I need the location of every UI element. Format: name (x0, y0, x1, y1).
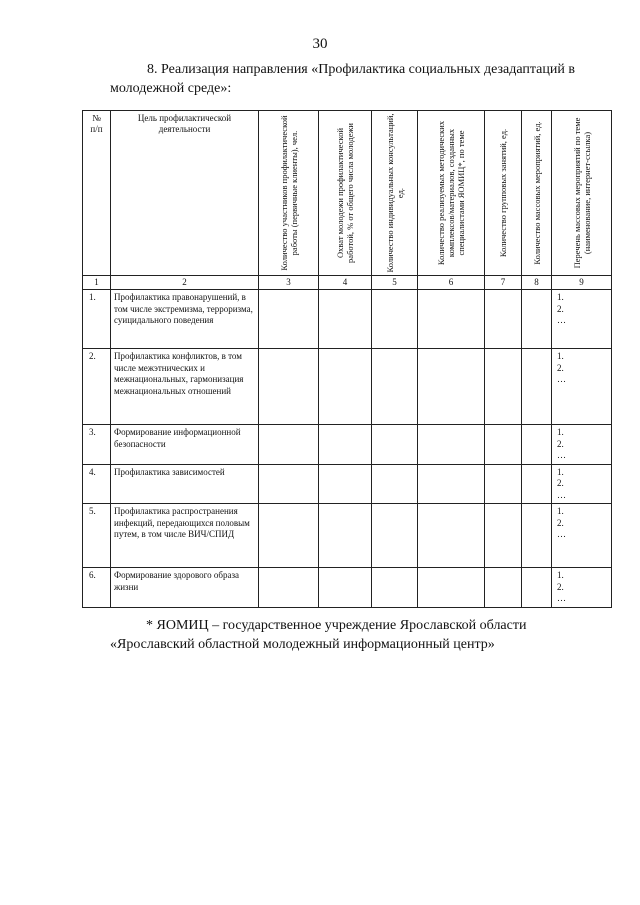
header-cell-consultations (372, 111, 418, 276)
row-goal: Профилактика зависимостей (111, 464, 259, 504)
data-cell (319, 425, 372, 465)
table-row (83, 464, 612, 504)
data-cell (319, 568, 372, 608)
header-label: Охват молодежи профилактической работой, % от общего числа молодежи (335, 123, 355, 263)
data-cell (485, 349, 522, 425)
table-row (83, 568, 612, 608)
data-cell (319, 290, 372, 349)
header-row (83, 111, 612, 276)
events-list (552, 349, 612, 425)
list-item: 2. (557, 438, 564, 449)
header-cell-participants (259, 111, 319, 276)
list-item: 2. (557, 517, 564, 528)
row-goal: Формирование информационной безопасности (111, 425, 259, 465)
column-number: 7 (485, 276, 522, 290)
row-goal: Профилактика распространения инфекций, передающихся половым путем, в том числе ВИЧ/СПИД (111, 504, 259, 568)
data-cell (418, 290, 485, 349)
column-number: 5 (372, 276, 418, 290)
header-cell-method-complexes (418, 111, 485, 276)
column-number: 3 (259, 276, 319, 290)
list-item: 2. (557, 362, 564, 373)
list-item: … (557, 529, 566, 539)
column-number: 8 (522, 276, 552, 290)
list-item: 2. (557, 478, 564, 488)
header-label: Количество групповых занятий, ед. (498, 128, 508, 258)
table-row (83, 349, 612, 425)
row-number: 3. (83, 425, 111, 465)
table-row (83, 290, 612, 349)
data-cell (372, 464, 418, 504)
list-item: 2. (557, 581, 564, 592)
header-cell-number (83, 111, 111, 276)
column-number: 6 (418, 276, 485, 290)
column-number: 9 (552, 276, 612, 290)
events-list (552, 504, 612, 568)
data-cell (259, 464, 319, 504)
row-goal: Формирование здорового образа жизни (111, 568, 259, 608)
data-cell (485, 425, 522, 465)
data-cell (372, 504, 418, 568)
list-item: 1. (557, 466, 564, 477)
footnote (110, 616, 610, 654)
column-number: 1 (83, 276, 111, 290)
data-cell (372, 568, 418, 608)
row-goal: Профилактика конфликтов, в том числе межэтнических и межнациональных, гармонизация межнациональных отношений (111, 349, 259, 425)
data-cell (372, 349, 418, 425)
data-cell (522, 568, 552, 608)
header-cell-mass-events (522, 111, 552, 276)
data-cell (259, 504, 319, 568)
data-cell (418, 504, 485, 568)
data-cell (418, 425, 485, 465)
row-number: 4. (83, 464, 111, 504)
data-cell (522, 290, 552, 349)
data-cell (319, 464, 372, 504)
row-number: 2. (83, 349, 111, 425)
data-cell (485, 464, 522, 504)
data-cell (485, 290, 522, 349)
list-item: 1. (557, 506, 564, 516)
data-cell (259, 349, 319, 425)
data-cell (522, 425, 552, 465)
list-item: 1. (557, 427, 564, 437)
column-number-row (83, 276, 612, 290)
data-cell (418, 349, 485, 425)
list-item: … (557, 489, 566, 500)
header-label: № п/п (90, 113, 103, 134)
events-list (552, 425, 612, 465)
data-cell (319, 349, 372, 425)
list-item: … (557, 450, 566, 460)
report-table (82, 110, 612, 608)
data-cell (259, 425, 319, 465)
table-row (83, 504, 612, 568)
list-item: 1. (557, 292, 564, 302)
row-goal: Профилактика правонарушений, в том числе экстремизма, терроризма, суицидального поведения (111, 290, 259, 349)
header-label: Количество индивидуальных консультаций, ед. (384, 113, 405, 273)
events-list (552, 568, 612, 608)
list-item: 1. (557, 351, 564, 361)
events-list (552, 290, 612, 349)
list-item: 1. (557, 570, 564, 580)
header-cell-coverage (319, 111, 372, 276)
list-item: … (557, 593, 566, 603)
table-row (83, 425, 612, 465)
list-item: … (557, 374, 566, 384)
data-cell (372, 425, 418, 465)
row-number: 5. (83, 504, 111, 568)
events-list (552, 464, 612, 504)
row-number: 1. (83, 290, 111, 349)
data-cell (259, 290, 319, 349)
data-cell (259, 568, 319, 608)
header-cell-events-list (552, 111, 612, 276)
list-item: 2. (557, 303, 564, 314)
section-heading: 8. Реализация направления «Профилактика социальных дезадаптаций в молодежной среде»: (110, 62, 575, 96)
page-number: 30 (312, 36, 328, 52)
list-item: … (557, 315, 566, 325)
header-label: Количество реализуемых методических комплексов/материалов, созданных специалистами ЯОМИЦ*, по теме (436, 120, 466, 266)
data-cell (418, 464, 485, 504)
data-cell (319, 504, 372, 568)
data-cell (485, 568, 522, 608)
footnote-line: * ЯОМИЦ – государственное учреждение Ярославской области (146, 618, 527, 633)
data-cell (522, 349, 552, 425)
data-cell (522, 504, 552, 568)
header-label: Цель профилактической деятельности (137, 113, 232, 134)
row-number: 6. (83, 568, 111, 608)
footnote-line: «Ярославский областной молодежный информационный центр» (110, 637, 495, 652)
header-label: Количество участников профилактической работы (первичные клиенты), чел. (278, 115, 299, 271)
data-cell (522, 464, 552, 504)
header-cell-group-sessions (485, 111, 522, 276)
header-label: Перечень массовых мероприятий по теме (наименование, интернет-ссылка) (571, 117, 592, 269)
header-cell-goal (111, 111, 259, 276)
data-cell (485, 504, 522, 568)
header-label: Количество массовых мероприятий, ед. (531, 121, 542, 265)
data-cell (372, 290, 418, 349)
data-cell (418, 568, 485, 608)
column-number: 2 (111, 276, 259, 290)
column-number: 4 (319, 276, 372, 290)
